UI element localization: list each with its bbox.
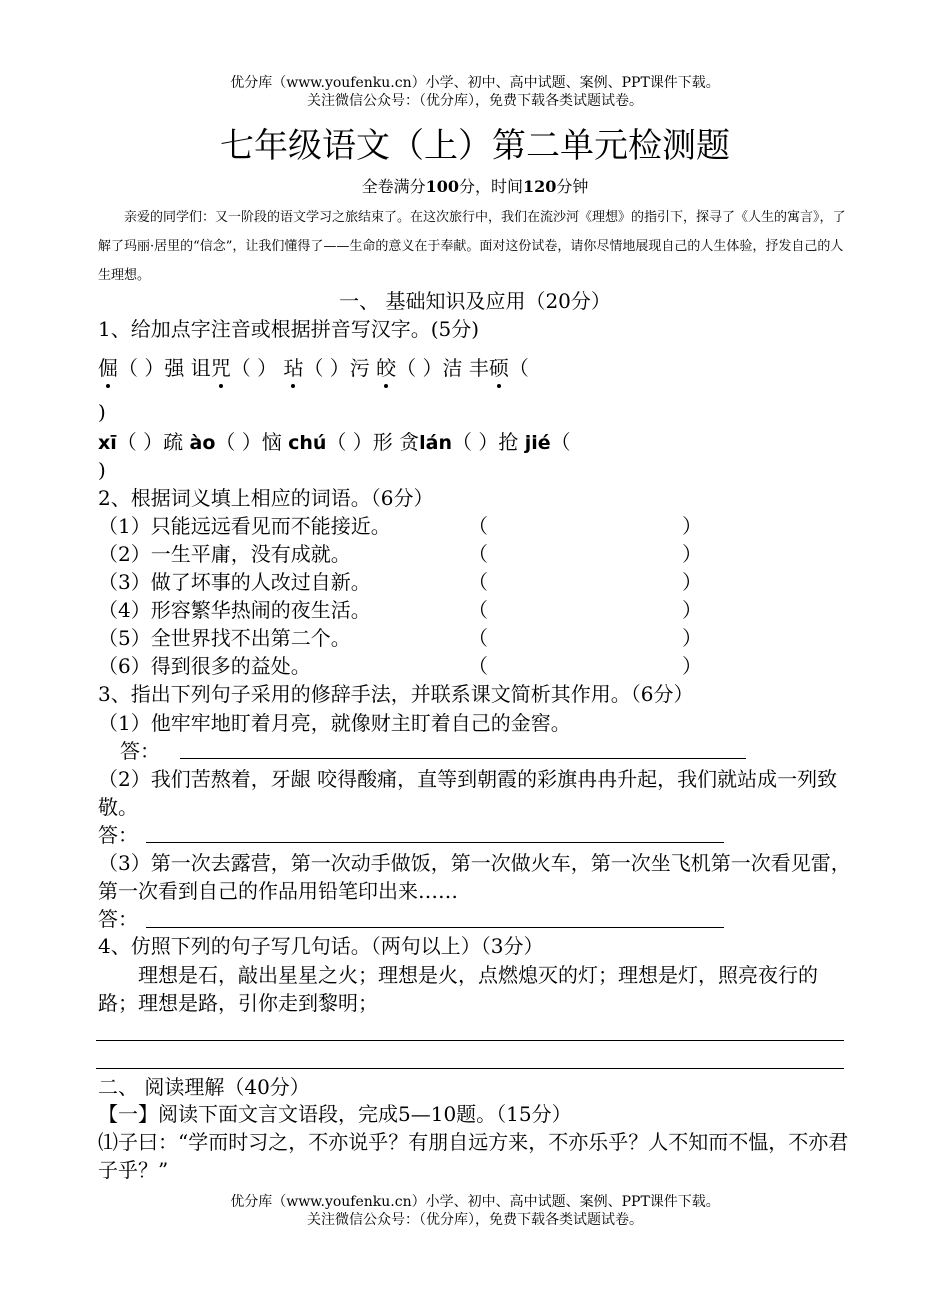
q1-paren: （ — [550, 430, 571, 454]
q3-title: 3、指出下列句子采用的修辞手法，并联系课文简析其作用。（6分） — [98, 682, 694, 706]
q1-char: 倔 — [98, 356, 118, 380]
q3-answer-label-3: 答： — [98, 907, 138, 931]
q4-answer-line-1[interactable] — [96, 1040, 844, 1041]
footer-line-2: 关注微信公众号：（优分库），免费下载各类试题试卷。 — [307, 1212, 643, 1228]
q2-blank-open: （ — [468, 654, 488, 678]
q2-item: （4）形容繁华热闹的夜生活。 — [98, 598, 371, 622]
q3-answer-line-3[interactable] — [146, 927, 724, 928]
q1-char: 污 — [349, 356, 370, 380]
q2-blank-open: （ — [468, 514, 488, 538]
header-line-2: 关注微信公众号：（优分库），免费下载各类试题试卷。 — [307, 93, 643, 109]
q2-blank-close: ） — [682, 654, 702, 678]
footer-line-1: 优分库（www.youfenku.cn）小学、初中、高中试题、案例、PPT课件下载。 — [230, 1194, 720, 1210]
q3-sentence-3: （3）第一次去露营，第一次动手做饭，第一次做火车，第一次坐飞机第一次看见雷，第一次看到自己的作品用铅笔印出来…… — [98, 851, 851, 903]
q1-char: 咒 — [210, 356, 231, 380]
intro-paragraph: 亲爱的同学们：又一阶段的语文学习之旅结束了。在这次旅行中，我们在流沙河《理想》的指引下，探寻了《人生的寓言》，了解了玛丽·居里的“信念”，让我们懂得了——生命的意义在于奉献。面对这份试卷，请你尽情地展现自己的人生体验，抒发自己的人生理想。 — [98, 210, 846, 283]
subtitle-score: 100 — [425, 177, 459, 196]
q2-item: （1）只能远远看见而不能接近。 — [98, 514, 391, 538]
q1-title: 1、给加点字注音或根据拼音写汉字。(5分) — [98, 317, 480, 341]
q1-char: 硕 — [488, 356, 509, 380]
q2-blank-open: （ — [468, 542, 488, 566]
subtitle-mid: 分，时间 — [458, 177, 523, 196]
q1-pinyin: jié — [524, 432, 551, 454]
q1-paren: （ ） — [118, 356, 165, 380]
part-1-heading: 【一】阅读下面文言文语段，完成5—10题。（15分） — [98, 1102, 572, 1126]
q2-item: （2）一生平庸，没有成就。 — [98, 542, 351, 566]
q1-char: 玷 — [283, 356, 304, 380]
q1-char: 贪 — [399, 430, 420, 454]
q2-blank-close: ） — [682, 626, 702, 650]
q1-char: 强 — [164, 356, 185, 380]
q1-char: 皎 — [376, 356, 397, 380]
section-1-heading: 一、 基础知识及应用（20分） — [339, 289, 611, 313]
q1-paren: （ ） — [116, 430, 164, 454]
q2-blank-close: ） — [682, 598, 702, 622]
q1-row-1 — [98, 354, 529, 382]
q3-answer-label-2: 答： — [98, 823, 138, 847]
subtitle-time: 120 — [523, 177, 557, 196]
q1-char: 疏 — [163, 430, 184, 454]
subtitle-post: 分钟 — [556, 177, 589, 196]
header-line-1: 优分库（www.youfenku.cn）小学、初中、高中试题、案例、PPT课件下载。 — [230, 75, 720, 91]
q2-blank-close: ） — [682, 570, 702, 594]
q4-example: 理想是石，敲出星星之火；理想是火，点燃熄灭的灯；理想是灯，照亮夜行的路；理想是路，引你走到黎明； — [98, 963, 818, 1015]
q1-char: 抢 — [498, 430, 519, 454]
q1-paren: （ ） — [303, 356, 350, 380]
q3-answer-line-1[interactable] — [180, 758, 746, 759]
q2-blank-close: ） — [682, 542, 702, 566]
q1-char: 恼 — [261, 430, 282, 454]
q1-char: 洁 — [442, 356, 463, 380]
q1-row-2 — [98, 428, 571, 457]
q4-answer-line-2[interactable] — [96, 1068, 844, 1069]
q1-paren: （ — [508, 356, 529, 380]
q2-item: （5）全世界找不出第二个。 — [98, 626, 351, 650]
q2-blank-open: （ — [468, 570, 488, 594]
q1-paren: （ ） — [452, 430, 499, 454]
q2-blank-close: ） — [682, 514, 702, 538]
q1-char: 丰 — [468, 356, 489, 380]
q1-row-1-cont: ) — [98, 400, 106, 424]
q2-title: 2、根据词义填上相应的词语。（6分） — [98, 486, 434, 510]
q1-paren: （ ） — [396, 356, 443, 380]
q1-pinyin: xī — [98, 432, 117, 454]
q1-paren: （ ） — [326, 430, 373, 454]
q4-title: 4、仿照下列的句子写几句话。（两句以上）（3分） — [98, 934, 544, 958]
subtitle-pre: 全卷满分 — [361, 177, 426, 196]
q1-paren: （ ） — [215, 430, 262, 454]
q2-item: （3）做了坏事的人改过自新。 — [98, 570, 371, 594]
q1-row-2-cont: ) — [98, 458, 106, 482]
q1-pinyin: chú — [288, 432, 327, 454]
subtitle — [0, 176, 950, 198]
q1-paren: （ ） — [230, 356, 278, 380]
q1-char: 形 — [372, 430, 393, 454]
q1-pinyin: ào — [189, 432, 216, 454]
q2-blank-open: （ — [468, 626, 488, 650]
q3-sentence-1: （1）他牢牢地盯着月亮，就像财主盯着自己的金窖。 — [98, 711, 571, 735]
q2-item: （6）得到很多的益处。 — [98, 654, 311, 678]
q3-answer-line-2[interactable] — [146, 842, 724, 843]
section-2-heading: 二、 阅读理解（40分） — [98, 1075, 310, 1099]
q3-sentence-2: （2）我们苦熬着，牙龈 咬得酸痛，直等到朝霞的彩旗冉冉升起，我们就站成一列致敬。 — [98, 767, 838, 819]
page-title: 七年级语文（上）第二单元检测题 — [220, 126, 730, 166]
q1-pinyin: lán — [419, 432, 453, 454]
q2-blank-open: （ — [468, 598, 488, 622]
q3-answer-label-1: 答： — [120, 739, 160, 763]
q1-char: 诅 — [190, 356, 211, 380]
quote-paragraph: ⑴子曰：“学而时习之，不亦说乎？有朋自远方来，不亦乐乎？人不知而不愠，不亦君子乎？” — [98, 1130, 849, 1182]
